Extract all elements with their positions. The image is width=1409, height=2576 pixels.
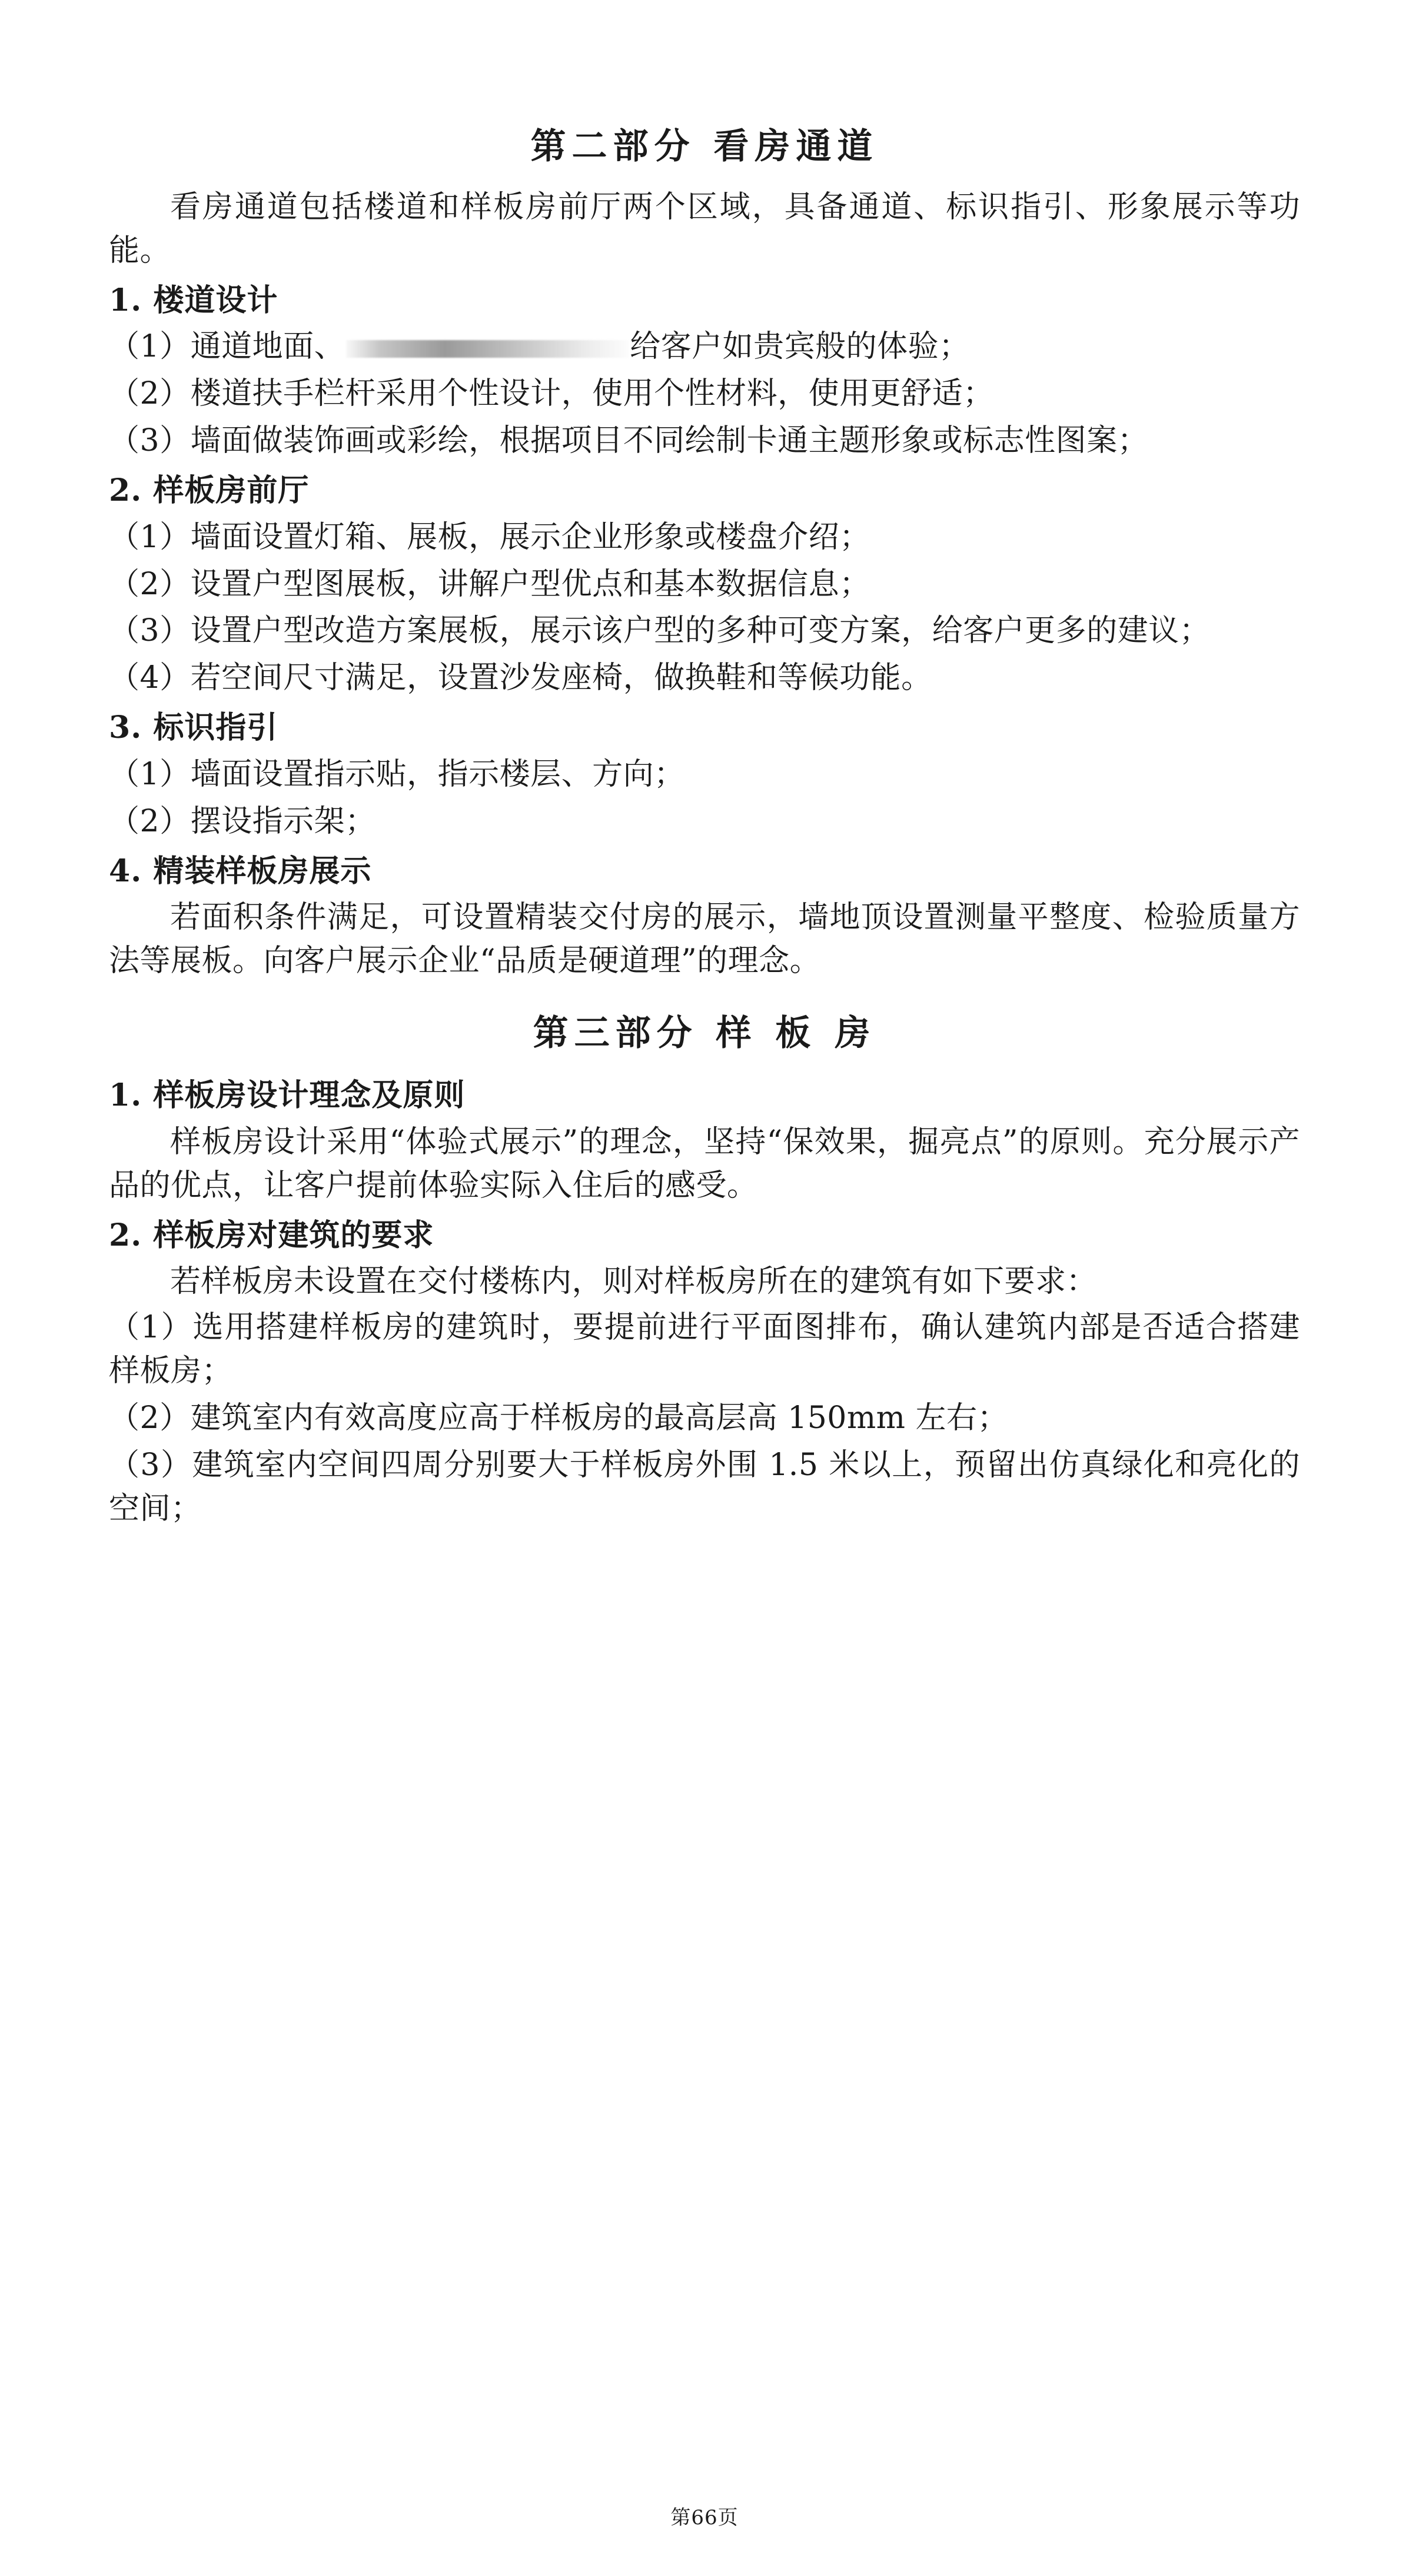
heading-signage-guidance: 3. 标识指引	[109, 710, 278, 746]
item-text: 楼道扶手栏杆采用个性设计，使用个性材料，使用更舒适；	[190, 376, 994, 412]
part-two-title: 第二部分 看房通道	[530, 126, 879, 167]
heading-corridor-design: 1. 楼道设计	[109, 282, 278, 318]
item-text-after: 给客户如贵宾般的体验；	[630, 329, 970, 365]
item-prefix: （2）	[109, 566, 191, 602]
item-prefix: （1）	[109, 519, 191, 555]
heading-building-requirements: 2. 样板房对建筑的要求	[109, 1217, 434, 1253]
list-item	[109, 1444, 1300, 1531]
paragraph-building-requirements: 若样板房未设置在交付楼栋内，则对样板房所在的建筑有如下要求：	[170, 1264, 1098, 1300]
item-prefix: （1）	[109, 329, 191, 365]
item-text: 墙面设置指示贴，指示楼层、方向；	[190, 756, 685, 792]
item-prefix: （1）	[109, 756, 191, 792]
page-footer	[0, 2501, 1409, 2530]
item-text: 若空间尺寸满足，设置沙发座椅，做换鞋和等候功能。	[190, 660, 932, 696]
item-text: 摆设指示架；	[190, 803, 376, 839]
page-number: 第66页	[670, 2506, 739, 2530]
list-item	[109, 516, 1300, 560]
item-text: 墙面设置灯箱、展板，展示企业形象或楼盘介绍；	[190, 519, 870, 555]
item-prefix: （4）	[109, 660, 191, 696]
item-prefix: （2）	[109, 376, 191, 412]
part-two-intro: 看房通道包括楼道和样板房前厅两个区域，具备通道、标识指引、形象展示等功能。	[109, 189, 1300, 268]
item-text-before: 通道地面、	[190, 329, 345, 365]
redacted-text-block	[346, 340, 629, 358]
paragraph-design-concept: 样板房设计采用“体验式展示”的理念，坚持“保效果，掘亮点”的原则。充分展示产品的优点，让客户提前体验实际入住后的感受。	[109, 1124, 1300, 1203]
item-text: 选用搭建样板房的建筑时，要提前进行平面图排布，确认建筑内部是否适合搭建样板房；	[109, 1310, 1300, 1389]
list-item	[109, 753, 1300, 797]
item-prefix: （2）	[109, 803, 191, 839]
item-prefix: （2）	[109, 1400, 191, 1436]
list-item	[109, 800, 1300, 844]
list-item	[109, 325, 1300, 369]
item-prefix: （1）	[109, 1310, 193, 1346]
list-item	[109, 610, 1300, 653]
item-text: 设置户型图展板，讲解户型优点和基本数据信息；	[190, 566, 870, 602]
list-item	[109, 1306, 1300, 1393]
heading-model-room-lobby: 2. 样板房前厅	[109, 472, 310, 508]
part-three-title: 第三部分 样 板 房	[533, 1013, 876, 1054]
item-text: 建筑室内空间四周分别要大于样板房外围 1.5 米以上，预留出仿真绿化和亮化的空间；	[109, 1447, 1300, 1526]
item-text: 设置户型改造方案展板，展示该户型的多种可变方案，给客户更多的建议；	[190, 613, 1211, 649]
list-item	[109, 372, 1300, 416]
list-item	[109, 563, 1300, 607]
item-prefix: （3）	[109, 423, 191, 459]
heading-design-concept: 1. 样板房设计理念及原则	[109, 1077, 466, 1114]
document-body	[109, 124, 1300, 1530]
list-item	[109, 657, 1300, 700]
item-prefix: （3）	[109, 613, 191, 649]
item-prefix: （3）	[109, 1447, 192, 1483]
item-text: 建筑室内有效高度应高于样板房的最高层高 150mm 左右；	[190, 1400, 1009, 1436]
list-item	[109, 420, 1300, 463]
item-text: 墙面做装饰画或彩绘，根据项目不同绘制卡通主题形象或标志性图案；	[190, 423, 1149, 459]
heading-finished-model-room: 4. 精装样板房展示	[109, 853, 372, 889]
paragraph-finished-model-room: 若面积条件满足，可设置精装交付房的展示，墙地顶设置测量平整度、检验质量方法等展板。向客户展示企业“品质是硬道理”的理念。	[109, 900, 1300, 979]
list-item	[109, 1397, 1300, 1440]
